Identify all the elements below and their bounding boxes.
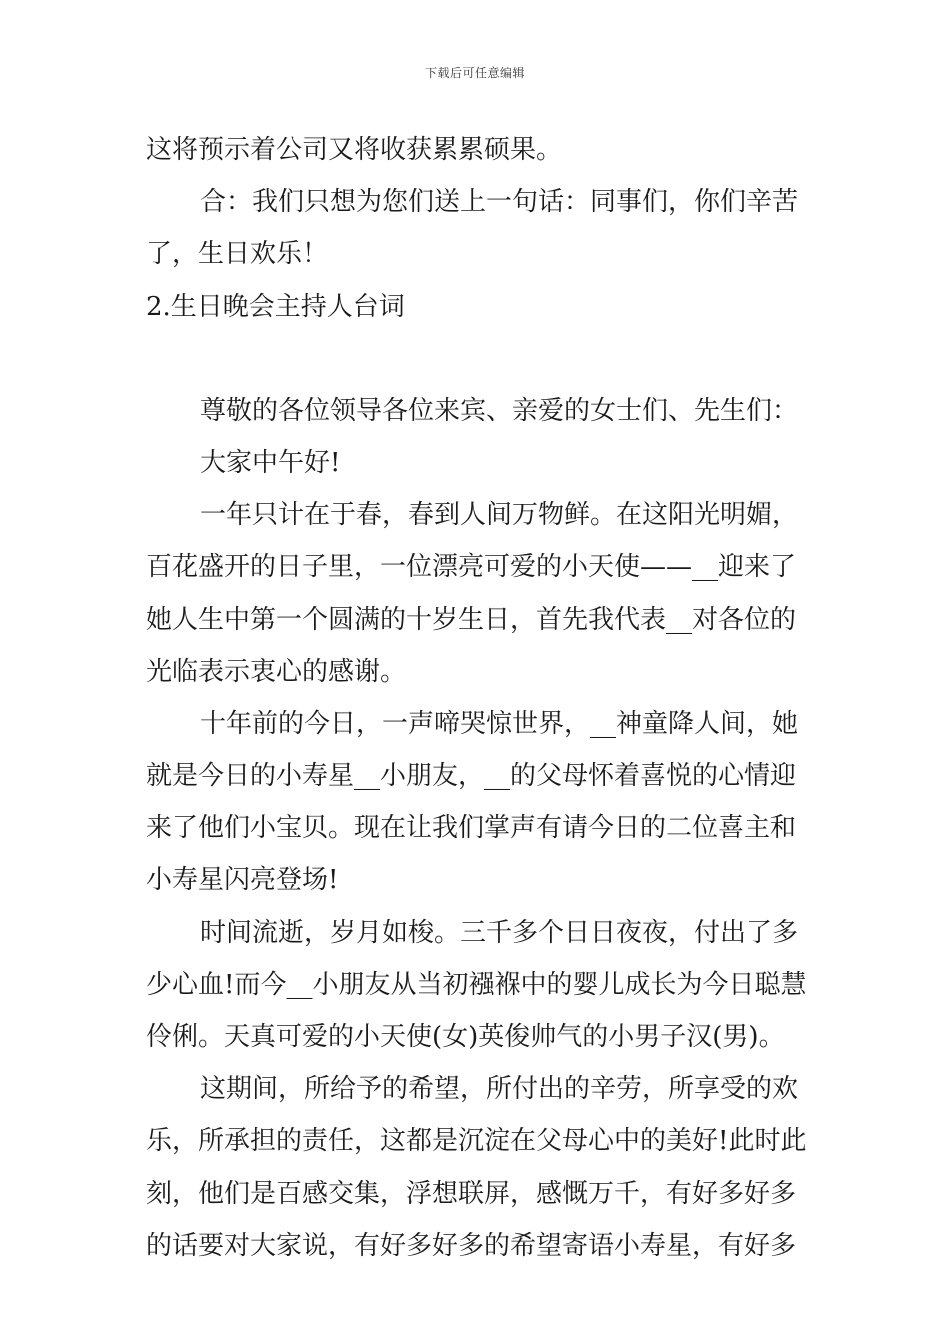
body-line: 合：我们只想为您们送上一句话：同事们，你们辛苦 bbox=[200, 187, 799, 218]
document-body bbox=[146, 124, 814, 1272]
body-line: 刻，他们是百感交集，浮想联屏，感慨万千，有好多好多 bbox=[146, 1178, 797, 1209]
body-line: 就是今日的小寿星__小朋友，__的父母怀着喜悦的心情迎 bbox=[146, 761, 797, 792]
body-line: 十年前的今日，一声啼哭惊世界，__神童降人间，她 bbox=[200, 708, 799, 739]
blank-line bbox=[146, 333, 814, 385]
body-line: 一年只计在于春，春到人间万物鲜。在这阳光明媚， bbox=[200, 500, 799, 531]
body-line: 的话要对大家说，有好多好多的希望寄语小寿星，有好多 bbox=[146, 1230, 797, 1261]
body-line: 这将预示着公司又将收获累累硕果。 bbox=[146, 135, 563, 165]
body-line: 她人生中第一个圆满的十岁生日，首先我代表__对各位的 bbox=[146, 604, 797, 635]
body-line: 百花盛开的日子里，一位漂亮可爱的小天使——__迎来了 bbox=[146, 552, 797, 583]
page-header: 下载后可任意编辑 bbox=[424, 66, 525, 80]
body-line: 时间流逝，岁月如梭。三千多个日日夜夜，付出了多 bbox=[200, 917, 799, 948]
body-line: 光临表示衷心的感谢。 bbox=[146, 656, 407, 687]
section-heading: 2.生日晚会主持人台词 bbox=[146, 291, 405, 322]
body-line: 伶俐。天真可爱的小天使(女)英俊帅气的小男子汉(男)。 bbox=[146, 1022, 785, 1052]
body-line: 少心血!而今__小朋友从当初襁褓中的婴儿成长为今日聪慧 bbox=[146, 969, 807, 1000]
body-line: 尊敬的各位领导各位来宾、亲爱的女士们、先生们： bbox=[200, 395, 799, 426]
body-line: 大家中午好! bbox=[200, 447, 341, 478]
body-line: 小寿星闪亮登场! bbox=[146, 865, 339, 896]
body-line: 乐，所承担的责任，这都是沉淀在父母心中的美好!此时此 bbox=[146, 1126, 807, 1157]
body-line: 了，生日欢乐！ bbox=[146, 239, 329, 270]
body-line: 这期间，所给予的希望，所付出的辛劳，所享受的欢 bbox=[200, 1074, 799, 1105]
body-line: 来了他们小宝贝。现在让我们掌声有请今日的二位喜主和 bbox=[146, 813, 797, 844]
